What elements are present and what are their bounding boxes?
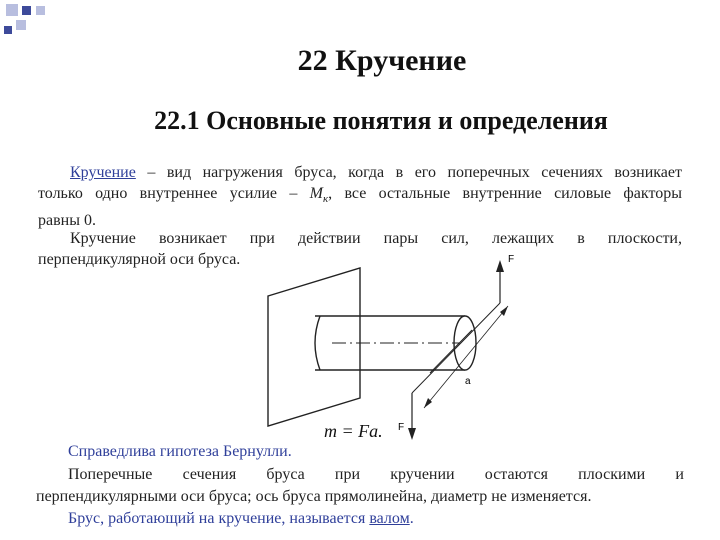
term-shaft: валом — [369, 510, 410, 527]
deco-square — [22, 6, 31, 15]
torque-subscript: к — [322, 193, 329, 206]
decorative-squares — [0, 0, 720, 40]
term-torsion: Кручение — [70, 164, 136, 181]
page-title: 22 Кручение — [297, 44, 467, 77]
shaft-text: Брус, работающий на кручение, называется — [68, 510, 370, 527]
section-line-2: перпендикулярными оси бруса; ось бруса прямолинейна, диаметр не изменяется. — [36, 488, 592, 505]
deco-square — [16, 20, 26, 30]
definition-line-1 — [38, 162, 682, 183]
torque-symbol: M — [309, 185, 323, 202]
cause-line-1: Кручение возникает при действии пары сил, лежащих в плоскости, — [70, 230, 682, 247]
shaft-period: . — [409, 510, 414, 527]
label-F-top: F — [508, 254, 515, 265]
definition-text: – вид нагружения бруса, когда в его поперечных сечениях возникает — [135, 164, 682, 181]
deco-square — [6, 4, 18, 16]
deco-square — [36, 6, 45, 15]
bernoulli-text: Справедлива гипотеза Бернулли. — [68, 443, 292, 460]
section-subtitle: 22.1 Основные понятия и определения — [154, 106, 608, 135]
section-paragraph — [36, 464, 684, 508]
definition-line-2 — [38, 183, 682, 210]
label-F-bottom: F — [398, 422, 405, 433]
torsion-diagram — [260, 248, 540, 448]
label-a: a — [465, 376, 471, 387]
arrowhead-icon — [496, 260, 504, 272]
definition-paragraph — [38, 162, 682, 231]
definition-line-3: равны 0. — [38, 212, 96, 230]
wall-plate — [268, 268, 360, 426]
arrowhead-icon — [408, 428, 416, 440]
cause-line-2: перпендикулярной оси бруса. — [38, 251, 241, 268]
definition-text: , все остальные внутренние силовые факторы — [328, 185, 682, 202]
section-line-1: Поперечные сечения бруса при кручении остаются плоскими и — [68, 466, 684, 483]
deco-square — [4, 26, 12, 34]
shaft-definition — [36, 508, 684, 530]
definition-text: только одно внутреннее усилие – — [38, 185, 310, 202]
shaft-left-end — [315, 316, 320, 370]
bernoulli-line — [36, 441, 684, 463]
formula: m = Fa. — [324, 421, 383, 441]
